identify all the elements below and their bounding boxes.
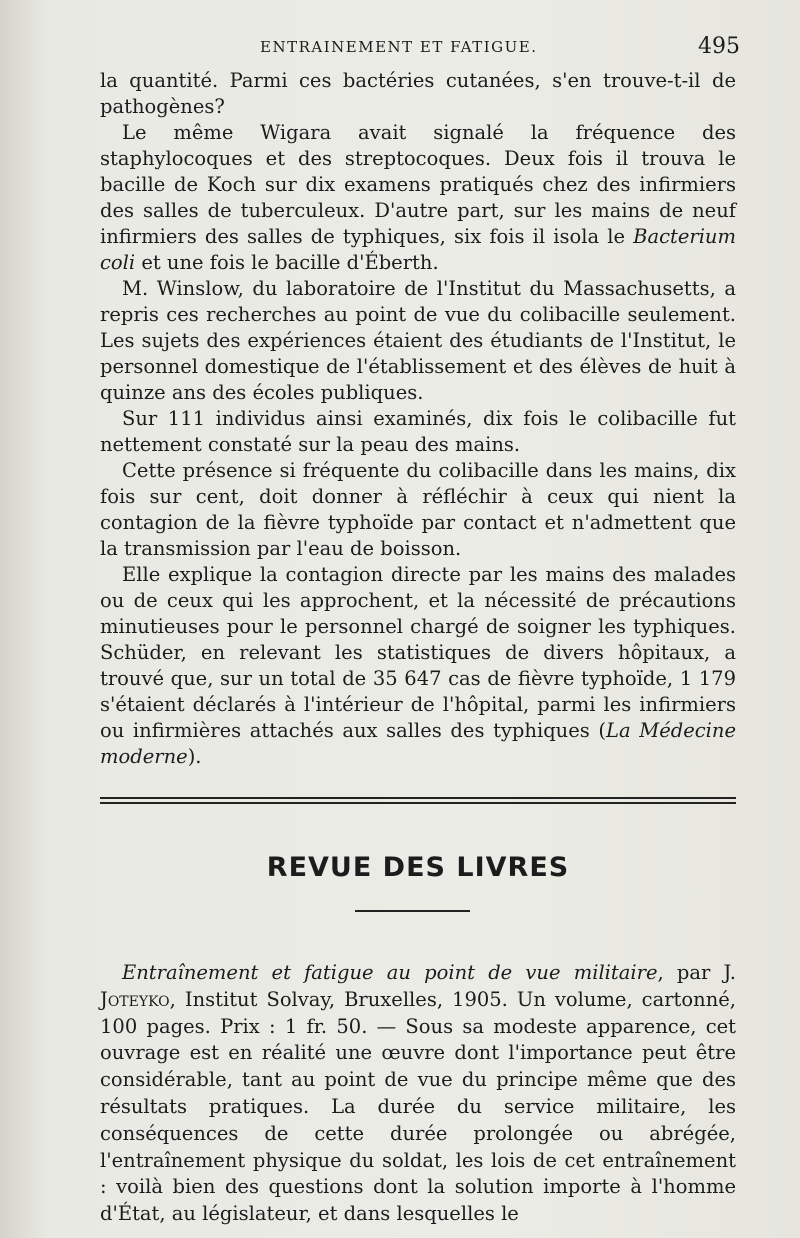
title-underline xyxy=(355,910,470,912)
paragraph-6-text-b: ). xyxy=(187,745,202,768)
book-title: Entraînement et fatigue au point de vue militaire xyxy=(122,961,658,984)
section-divider xyxy=(100,797,736,804)
author-name: Joteyko xyxy=(100,987,170,1011)
book-review xyxy=(100,960,736,1228)
article-body xyxy=(100,68,736,770)
paragraph-6-text-a: Elle explique la contagion directe par les mains des malades ou de ceux qui les approchent, et la nécessité de précautions minutieuses pour le personnel chargé de soigner les typhiques. Schüder, en relevant les statistiques de divers hôpitaux, a trouvé que, sur un total de 35 647 cas de fièvre typhoïde, 1 179 s'étaient déclarés à l'intérieur de l'hôpital, parmi les infirmiers ou infirmières attachés aux salles des typhiques ( xyxy=(100,563,736,742)
source-citation: La Médecine moderne xyxy=(100,719,737,768)
paragraph-6 xyxy=(100,562,736,770)
paragraph-5: Cette présence si fréquente du colibacille dans les mains, dix fois sur cent, doit donner à réfléchir à ceux qui nient la contagion de la fièvre typhoïde par contact et n'admettent que la transmission par l'eau de boisson. xyxy=(100,459,736,560)
paragraph-3: M. Winslow, du laboratoire de l'Institut du Massachusetts, a repris ces recherches au point de vue du colibacille seulement. Les sujets des expériences étaient des étudiants de l'Institut, le personnel domestique de l'établissement et des élèves de huit à quinze ans des écoles publiques. xyxy=(100,277,736,404)
paragraph-4: Sur 111 individus ainsi examinés, dix fois le colibacille fut nettement constaté sur la peau des mains. xyxy=(100,407,736,456)
running-title: ENTRAINEMENT ET FATIGUE. xyxy=(260,38,538,56)
section-title: REVUE DES LIVRES xyxy=(266,852,570,883)
bacterium-coli-term: Bacterium coli xyxy=(100,225,736,274)
review-paragraph xyxy=(100,960,736,1228)
page-number: 495 xyxy=(698,34,740,59)
paragraph-2-text-b: et une fois le bacille d'Éberth. xyxy=(135,251,439,274)
paragraph-2-text-a: Le même Wigara avait signalé la fréquence des staphylocoques et des streptocoques. Deux fois il trouva le bacille de Koch sur dix examens pratiqués chez des infirmiers des salles de tuberculeux. D'autre part, sur les mains de neuf infirmiers des salles de typhiques, six fois il isola le xyxy=(100,121,736,248)
paragraph-2 xyxy=(100,120,736,276)
paragraph-1: la quantité. Parmi ces bactéries cutanées, s'en trouve-t-il de pathogènes? xyxy=(100,69,736,118)
page-header xyxy=(100,34,740,68)
review-text: , Institut Solvay, Bruxelles, 1905. Un volume, cartonné, 100 pages. Prix : 1 fr. 50. — Sous sa modeste apparence, cet ouvrage est en réalité une œuvre dont l'importance peut être considérable, tant au point de vue du principe même que des résultats pratiques. La durée du service militaire, les conséquences de cette durée prolongée ou abrégée, l'entraînement physique du soldat, les lois de cet entraînement : voilà bien des questions dont la solution importe à l'homme d'État, au législateur, et dans lesquelles le xyxy=(100,987,736,1226)
review-by: , par J. xyxy=(657,961,736,984)
